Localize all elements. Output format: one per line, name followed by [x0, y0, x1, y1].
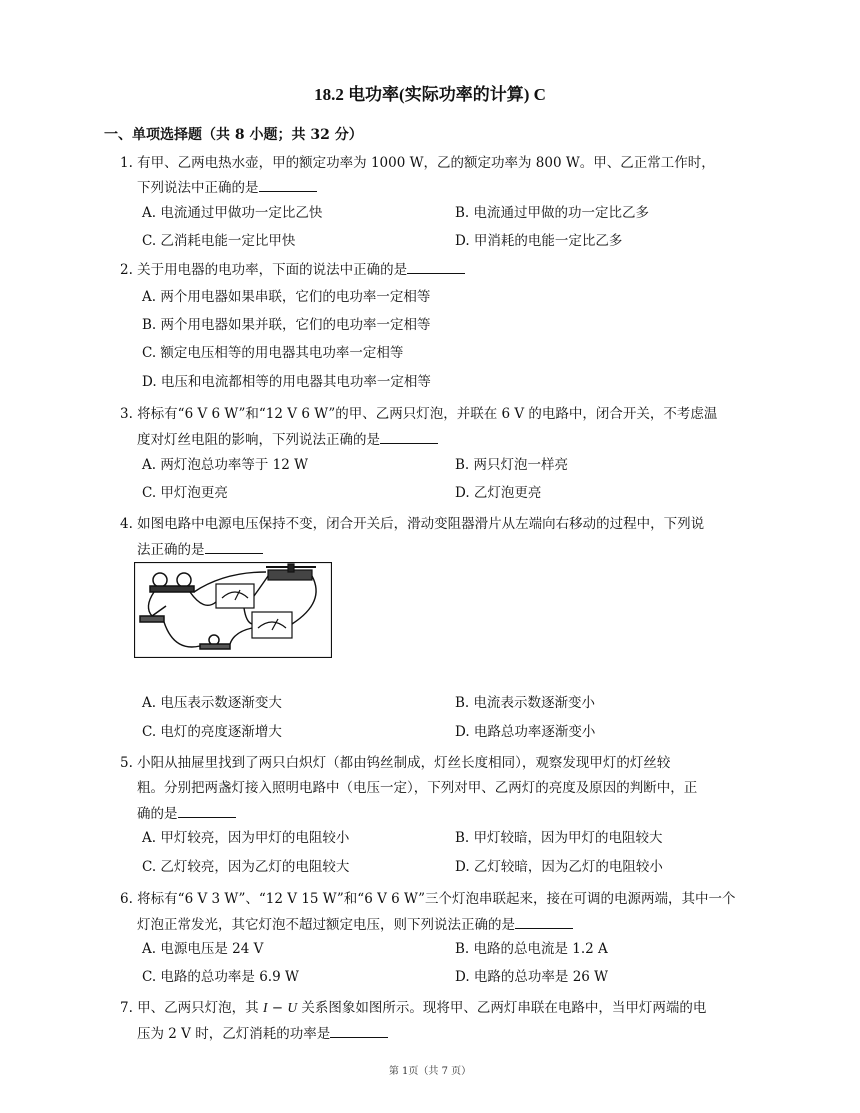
question-3-text: 3. 将标有“6 V 6 W”和“12 V 6 W”的甲、乙两只灯泡，并联在 6 V 的电路中，闭合开关，不考虑温: [120, 406, 718, 422]
question-4-option-c: C. 电灯的亮度逐渐增大: [142, 724, 282, 740]
question-5-option-b: B. 甲灯较暗，因为甲灯的电阻较大: [455, 830, 663, 846]
question-5-text-cont-2: 确的是: [137, 803, 236, 824]
question-5-option-d: D. 乙灯较暗，因为乙灯的电阻较小: [455, 859, 663, 875]
question-1-option-c: C. 乙消耗电能一定比甲快: [142, 233, 296, 249]
question-3-text-cont: 度对灯丝电阻的影响，下列说法正确的是: [137, 429, 438, 450]
answer-blank: [380, 429, 438, 444]
question-1-option-a: A. 电流通过甲做功一定比乙快: [142, 205, 323, 221]
question-6-text: 6. 将标有“6 V 3 W”、“12 V 15 W”和“6 V 6 W”三个灯泡串联起来，接在可调的电源两端，其中一个: [120, 891, 736, 907]
question-5-text: 5. 小阳从抽屉里找到了两只白炽灯（都由钨丝制成，灯丝长度相同），观察发现甲灯的灯丝较: [120, 755, 671, 771]
question-6-option-d: D. 电路的总功率是 26 W: [455, 969, 609, 985]
question-3-option-c: C. 甲灯泡更亮: [142, 485, 228, 501]
question-6-option-c: C. 电路的总功率是 6.9 W: [142, 969, 299, 985]
question-6-option-a: A. 电源电压是 24 V: [142, 941, 264, 957]
question-4-text-cont: 法正确的是: [137, 539, 263, 560]
question-5-option-a: A. 甲灯较亮，因为甲灯的电阻较小: [142, 830, 350, 846]
question-3-option-b: B. 两只灯泡一样亮: [455, 457, 569, 473]
question-4-option-b: B. 电流表示数逐渐变小: [455, 695, 596, 711]
section-heading: 一、单项选择题（共 8 小题；共 32 分）: [104, 127, 363, 143]
question-2-option-a: A. 两个用电器如果串联，它们的电功率一定相等: [142, 289, 431, 305]
answer-blank: [178, 803, 236, 818]
circuit-diagram: [134, 562, 332, 658]
question-1-text: 1. 有甲、乙两电热水壶，甲的额定功率为 1000 W，乙的额定功率为 800 W。甲、乙正常工作时，: [120, 155, 715, 171]
question-3-option-a: A. 两灯泡总功率等于 12 W: [142, 457, 308, 473]
answer-blank: [205, 539, 263, 554]
question-5-option-c: C. 乙灯较亮，因为乙灯的电阻较大: [142, 859, 350, 875]
question-4-option-d: D. 电路总功率逐渐变小: [455, 724, 596, 740]
voltmeter-icon: [216, 584, 254, 608]
question-7-text-cont: 压为 2 V 时，乙灯消耗的功率是: [137, 1023, 388, 1044]
question-4-text: 4. 如图电路中电源电压保持不变，闭合开关后，滑动变阻器滑片从左端向右移动的过程中，下列说: [120, 516, 705, 532]
answer-blank: [515, 914, 573, 929]
question-6-text-cont: 灯泡正常发光，其它灯泡不超过额定电压，则下列说法正确的是: [137, 914, 573, 935]
question-1-option-b: B. 电流通过甲做的功一定比乙多: [455, 205, 650, 221]
answer-blank: [330, 1023, 388, 1038]
question-7-text: 7. 甲、乙两只灯泡，其 I − U 关系图象如图所示。现将甲、乙两灯串联在电路中，当甲灯两端的电: [120, 1000, 707, 1016]
question-2-option-b: B. 两个用电器如果并联，它们的电功率一定相等: [142, 317, 431, 333]
question-4-option-a: A. 电压表示数逐渐变大: [142, 695, 282, 711]
question-6-option-b: B. 电路的总电流是 1.2 A: [455, 941, 608, 957]
page-title: 18.2 电功率(实际功率的计算) C: [314, 85, 546, 104]
question-2-text: 2. 关于用电器的电功率，下面的说法中正确的是: [120, 259, 465, 280]
question-5-text-cont: 粗。分别把两盏灯接入照明电路中（电压一定），下列对甲、乙两灯的亮度及原因的判断中，正: [137, 780, 698, 796]
question-2-option-c: C. 额定电压相等的用电器其电功率一定相等: [142, 345, 404, 361]
question-3-option-d: D. 乙灯泡更亮: [455, 485, 542, 501]
question-1-text-cont: 下列说法中正确的是: [137, 177, 317, 198]
ammeter-icon: [252, 612, 292, 638]
answer-blank: [259, 177, 317, 192]
question-1-option-d: D. 甲消耗的电能一定比乙多: [455, 233, 623, 249]
answer-blank: [407, 259, 465, 274]
page-footer: 第 1页（共 7 页）: [388, 1066, 472, 1077]
rheostat-icon: [266, 564, 316, 580]
question-2-option-d: D. 电压和电流都相等的用电器其电功率一定相等: [142, 374, 431, 390]
